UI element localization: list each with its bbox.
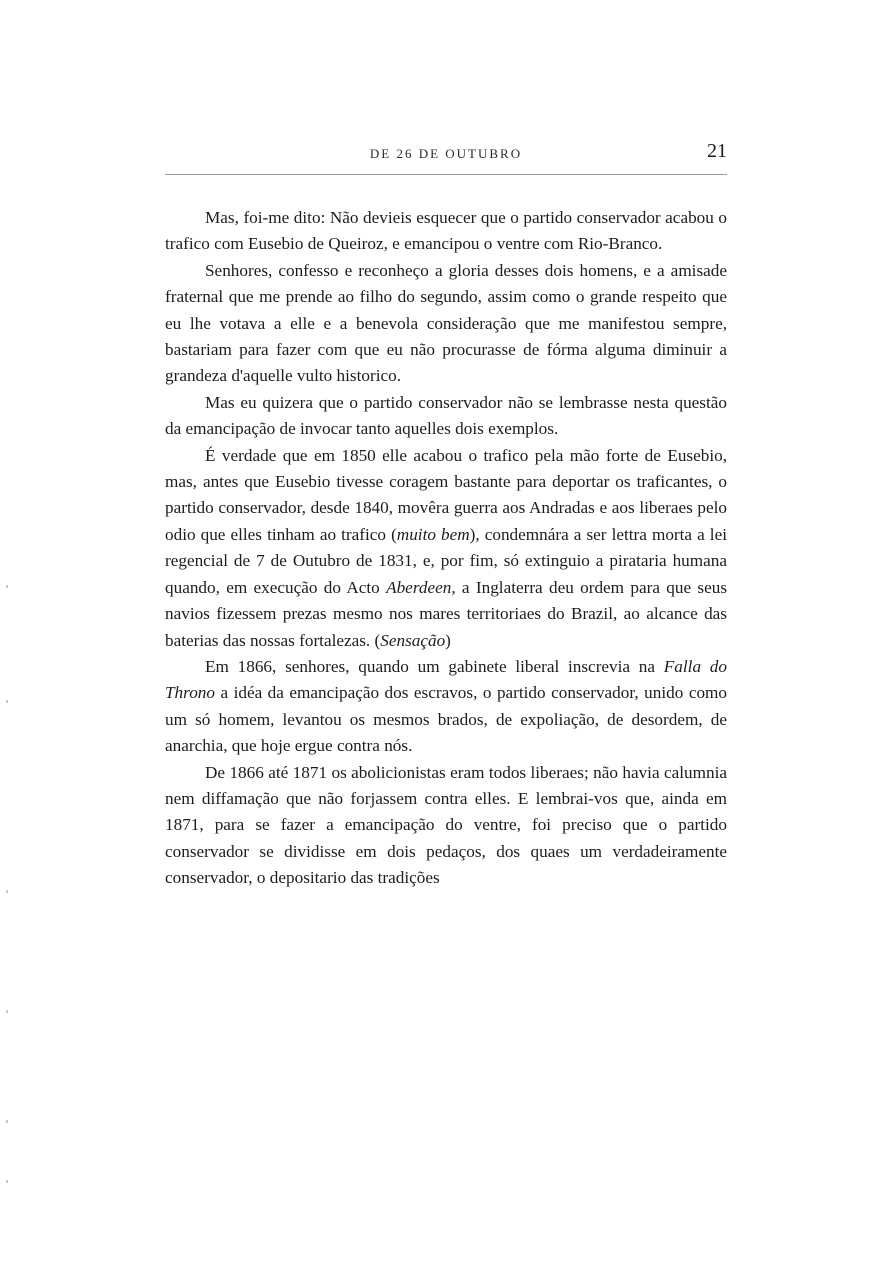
italic-run: muito bem (396, 524, 470, 544)
text-run: a idéa da emancipação dos escravos, o partido conservador, unido como um só homem, levantou os mesmos brados, de expoliação, de desordem, de anarchia, que hoje ergue contra nós. (165, 683, 727, 756)
paragraph (165, 390, 727, 443)
text-run: Em 1866, senhores, quando um gabinete liberal inscrevia na (205, 656, 664, 676)
text-run: ) (445, 630, 451, 650)
text-run: De 1866 até 1871 os abolicionistas eram todos liberaes; não havia calumnia nem diffamação que não forjassem contra elles. E lembrai-vos que, ainda em 1871, para se fazer a emancipação do ventre, foi preciso que o partido conservador se dividisse em dois pedaços, dos quaes um verdadeiramente conservador, o depositario das tradições (165, 762, 727, 888)
page-header (165, 140, 727, 166)
paragraph (165, 760, 727, 892)
text-run: , a Inglaterra deu ordem para que seus navios fizessem prezas mesmo nos mares territoriaes do Brazil, ao alcance das baterias das nossas fortalezas. ( (165, 577, 728, 650)
body-text (165, 205, 727, 892)
italic-run: Aberdeen (386, 577, 452, 597)
running-title: DE 26 DE OUTUBRO (369, 146, 523, 161)
paragraph (165, 258, 727, 390)
paragraph (165, 443, 727, 654)
text-run: Senhores, confesso e reconheço a gloria desses dois homens, e a amisade fraternal que me prende ao filho do segundo, assim como o grande respeito que eu lhe votava a elle e a benevola consideração que me manifestou sempre, bastariam para fazer com que eu não procurasse de fórma alguma diminuir a grandeza d'aquelle vulto historico. (165, 260, 727, 386)
header-rule (165, 174, 727, 175)
page-number: 21 (707, 140, 727, 162)
text-run: É verdade que em 1850 elle acabou o trafico pela mão forte de Eusebio, mas, antes que Eusebio tivesse coragem bastante para deportar os traficantes, o partido conservador, desde 1840, movêra guerra aos Andradas e aos liberaes pelo odio que elles tinham ao trafico ( (165, 445, 727, 544)
italic-run: Sensação (380, 630, 446, 650)
paragraph (165, 205, 727, 258)
text-run: ), condemnára a ser lettra morta a lei regencial de 7 de Outubro de 1831, e, por fim, só extinguio a pirataria humana quando, em execução do Acto (165, 524, 727, 597)
italic-run: Falla do Throno (165, 656, 727, 703)
text-run: Mas, foi-me dito: Não devieis esquecer que o partido conservador acabou o trafico com Eusebio de Queiroz, e emancipou o ventre com Rio-Branco. (165, 208, 727, 254)
book-page (165, 140, 727, 892)
paragraph (165, 654, 727, 760)
text-run: Mas eu quizera que o partido conservador não se lembrasse nesta questão da emancipação de invocar tanto aquelles dois exemplos. (165, 392, 727, 439)
